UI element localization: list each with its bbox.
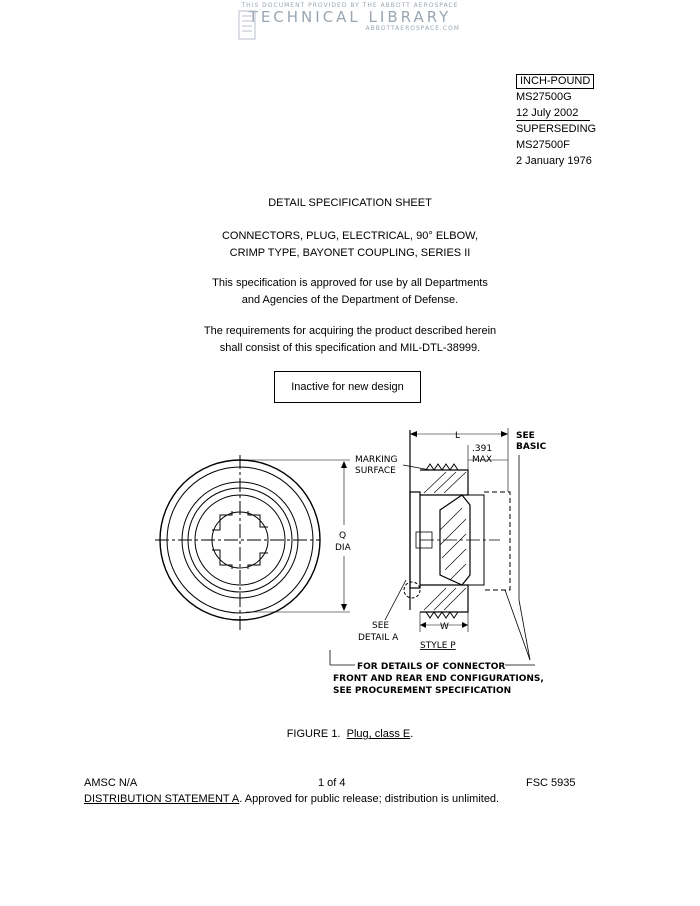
watermark-title: TECHNICAL LIBRARY [248, 8, 452, 26]
figure-caption [0, 728, 700, 740]
label-surface: SURFACE [355, 466, 396, 476]
watermark-url: ABBOTTAEROSPACE.COM [365, 25, 460, 32]
label-391: .391 [472, 444, 493, 454]
label-see-detail: SEE [372, 621, 390, 631]
doc-date: 12 July 2002 [516, 106, 590, 121]
label-see-basic-2: BASIC [516, 442, 547, 452]
title-line-2: CRIMP TYPE, BAYONET COUPLING, SERIES II [229, 247, 471, 259]
side-view [404, 430, 510, 618]
title-line-1: CONNECTORS, PLUG, ELECTRICAL, 90° ELBOW, [221, 230, 479, 242]
distribution-label: DISTRIBUTION STATEMENT A [84, 793, 240, 805]
label-l: L [455, 431, 461, 441]
sheet-title: DETAIL SPECIFICATION SHEET [268, 197, 432, 209]
library-logo-icon [238, 10, 256, 40]
label-style-p: STYLE P [420, 641, 456, 651]
front-view [155, 455, 320, 630]
prev-doc-id: MS27500F [516, 139, 570, 151]
distribution-statement [84, 793, 499, 805]
approval-line-2: and Agencies of the Department of Defense. [241, 294, 459, 306]
doc-id: MS27500G [516, 91, 572, 103]
label-detail-a: DETAIL A [358, 633, 399, 643]
requirements-line-2: shall consist of this specification and MIL-DTL-38999. [219, 342, 481, 354]
superseding-label: SUPERSEDING [516, 123, 597, 135]
label-marking: MARKING [355, 455, 398, 465]
inactive-notice-box: Inactive for new design [274, 371, 421, 403]
note-line-2: FRONT AND REAR END CONFIGURATIONS, [333, 674, 544, 684]
amsc-label: AMSC N/A [84, 777, 138, 789]
library-watermark [230, 2, 470, 42]
caption-text: Plug, class E [346, 728, 411, 740]
page-number: 1 of 4 [318, 777, 346, 789]
note-line-1: FOR DETAILS OF CONNECTOR [357, 662, 506, 672]
distribution-text: . Approved for public release; distribution is unlimited. [239, 793, 500, 805]
label-max: MAX [472, 455, 493, 465]
label-dia: DIA [335, 543, 351, 553]
label-w: W [440, 622, 449, 632]
requirements-line-1: The requirements for acquiring the product described herein [203, 325, 497, 337]
section-hatching [424, 472, 466, 610]
label-see-basic-1: SEE [516, 431, 535, 441]
document-header [516, 73, 596, 169]
watermark-line1: THIS DOCUMENT PROVIDED BY THE ABBOTT AEROSPACE [241, 2, 459, 9]
prev-doc-date: 2 January 1976 [516, 155, 592, 167]
plug-drawing [0, 415, 700, 715]
note-line-3: SEE PROCUREMENT SPECIFICATION [333, 686, 512, 696]
caption-prefix: FIGURE 1. [286, 728, 341, 740]
label-q: Q [339, 531, 347, 541]
caption-suffix: . [410, 728, 414, 740]
fsc-label: FSC 5935 [526, 777, 576, 789]
approval-line-1: This specification is approved for use by all Departments [212, 277, 488, 289]
inch-pound-label: INCH-POUND [516, 74, 594, 89]
